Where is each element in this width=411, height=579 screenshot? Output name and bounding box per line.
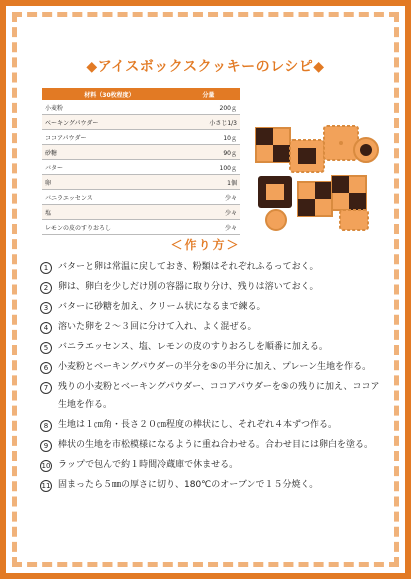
step-item	[40, 476, 385, 494]
step-number	[40, 416, 58, 432]
round-cookie-2-icon	[266, 210, 286, 230]
ingredient-row	[42, 190, 240, 205]
step-item	[40, 378, 385, 414]
ingredient-amount: 少々	[177, 220, 240, 235]
step-number-label: 4	[40, 322, 52, 334]
step-text: バニラエッセンス、塩、レモンの皮のすりおろしを順番に加える。	[58, 342, 328, 352]
step-text: バターと卵は常温に戻しておき、粉類はそれぞれふるっておく。	[58, 262, 319, 272]
checker-cookie-2-icon	[298, 182, 332, 216]
recipe-page	[22, 22, 389, 557]
recipe-title: ◆アイスボックスクッキーのレシピ◆	[86, 59, 325, 75]
step-number	[40, 338, 58, 354]
step-item	[40, 298, 385, 316]
ingredients-header-amount: 分量	[177, 88, 240, 100]
step-number-label: 6	[40, 362, 52, 374]
choc-center-cookie-icon	[290, 140, 324, 172]
step-number-label: 11	[41, 482, 51, 490]
step-text: ラップで包んで約１時間冷蔵庫で休ませる。	[58, 460, 239, 470]
checker-cookie-icon	[256, 128, 290, 162]
ingredients-header-row	[42, 88, 240, 100]
step-number	[40, 358, 58, 374]
step-number	[40, 378, 58, 394]
step-text: 小麦粉とベーキングパウダーの半分を⑤の半分に加え、プレーン生地を作る。	[58, 362, 372, 372]
ingredient-name: 塩	[42, 205, 177, 220]
step-number-label: 9	[40, 440, 52, 452]
step-number-label: 10	[41, 462, 51, 470]
step-number-label: 1	[40, 262, 52, 274]
step-item	[40, 358, 385, 376]
ingredient-row	[42, 145, 240, 160]
ingredient-row	[42, 130, 240, 145]
round-cookie-icon	[354, 138, 378, 162]
ingredient-amount: 90ｇ	[177, 145, 240, 160]
step-text: 生地は１㎝角・長さ２０㎝程度の棒状にし、それぞれ４本ずつ作る。	[58, 420, 338, 430]
ingredient-row	[42, 220, 240, 235]
step-item	[40, 456, 385, 474]
step-item	[40, 416, 385, 434]
plain-cookie-icon	[324, 126, 358, 160]
step-number	[40, 318, 58, 334]
ingredient-name: バター	[42, 160, 177, 175]
step-item	[40, 278, 385, 296]
steps-list	[40, 258, 385, 496]
step-text: 残りの小麦粉とベーキングパウダー、ココアパウダーを⑤の残りに加え、ココア生地を作る。	[58, 382, 380, 410]
ingredient-name: バニラエッセンス	[42, 190, 177, 205]
ingredient-amount: 10ｇ	[177, 130, 240, 145]
ingredient-name: 小麦粉	[42, 100, 177, 115]
step-number	[40, 456, 58, 472]
step-number-label: 8	[40, 420, 52, 432]
step-item	[40, 436, 385, 454]
step-item	[40, 318, 385, 336]
step-text: バターに砂糖を加え、クリーム状になるまで練る。	[58, 302, 266, 312]
step-text: 固まったら５㎜の厚さに切り、180℃のオーブンで１５分焼く。	[58, 480, 319, 490]
ingredient-amount: 小さじ1/3	[177, 115, 240, 130]
ingredient-name: ベーキングパウダー	[42, 115, 177, 130]
step-item	[40, 258, 385, 276]
ingredients-table	[42, 88, 240, 235]
cookies-illustration	[252, 120, 380, 232]
ingredient-amount: 少々	[177, 205, 240, 220]
step-number-label: 2	[40, 282, 52, 294]
ingredient-row	[42, 205, 240, 220]
ingredient-name: 卵	[42, 175, 177, 190]
choc-ring-cookie-icon	[258, 176, 292, 208]
ingredient-row	[42, 100, 240, 115]
ingredient-name: レモンの皮のすりおろし	[42, 220, 177, 235]
ingredient-amount: 100ｇ	[177, 160, 240, 175]
ingredient-amount: 200ｇ	[177, 100, 240, 115]
checker-cookie-3-icon	[332, 176, 366, 210]
ingredients-header-name: 材料（30枚程度）	[42, 88, 177, 100]
step-number	[40, 476, 58, 492]
ingredient-amount: 1個	[177, 175, 240, 190]
method-title: ＜作り方＞	[170, 238, 241, 252]
step-number-label: 3	[40, 302, 52, 314]
ingredient-row	[42, 175, 240, 190]
square-cookie-icon	[340, 210, 368, 230]
ingredient-row	[42, 115, 240, 130]
ingredient-row	[42, 160, 240, 175]
step-number	[40, 278, 58, 294]
step-item	[40, 338, 385, 356]
step-number	[40, 258, 58, 274]
step-number-label: 5	[40, 342, 52, 354]
ingredient-amount: 少々	[177, 190, 240, 205]
step-text: 溶いた卵を２～３回に分けて入れ、よく混ぜる。	[58, 322, 257, 332]
step-number	[40, 436, 58, 452]
step-number	[40, 298, 58, 314]
ingredient-name: 砂糖	[42, 145, 177, 160]
ingredient-name: ココアパウダー	[42, 130, 177, 145]
step-text: 卵は、卵白を少しだけ別の容器に取り分け、残りは溶いておく。	[58, 282, 319, 292]
step-text: 棒状の生地を市松模様になるように重ね合わせる。合わせ目には卵白を塗る。	[58, 440, 374, 450]
step-number-label: 7	[40, 382, 52, 394]
